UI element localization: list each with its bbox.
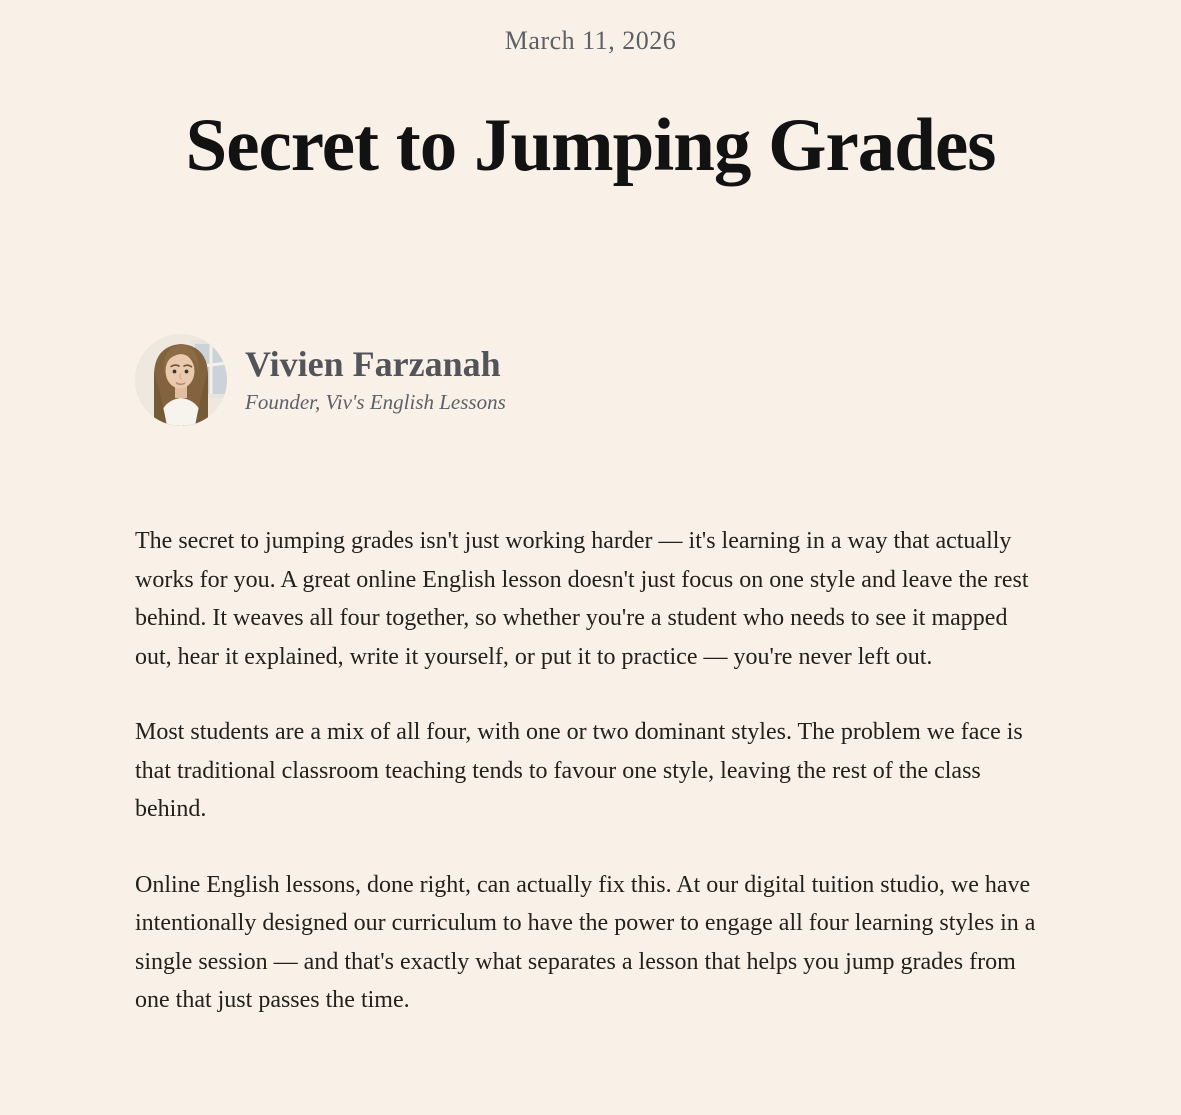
article-paragraph: Online English lessons, done right, can actually fix this. At our digital tuition studio, we have intentionally designed our curriculum to have the power to engage all four learning styles in a single session — and that's exactly what separates a lesson that helps you jump grades from one that just passes the time. [135, 871, 1036, 1013]
article-body [135, 522, 1046, 1020]
article-paragraph: Most students are a mix of all four, with one or two dominant styles. The problem we face is that traditional classroom teaching tends to favour one style, leaving the rest of the class behind. [135, 719, 1023, 822]
portrait-photo-icon [135, 334, 227, 426]
author-avatar [135, 334, 227, 426]
article-page [135, 0, 1046, 1020]
author-role: Founder, Viv's English Lessons [245, 389, 506, 414]
author-meta [245, 346, 506, 414]
article-paragraph: The secret to jumping grades isn't just working harder — it's learning in a way that actually works for you. A great online English lesson doesn't just focus on one style and leave the rest behind. It weaves all four together, so whether you're a student who needs to see it mapped out, hear it explained, write it yourself, or put it to practice — you're never left out. [135, 528, 1029, 670]
article-date: March 11, 2026 [504, 26, 677, 55]
author-name: Vivien Farzanah [245, 344, 501, 385]
article-title: Secret to Jumping Grades [185, 104, 996, 187]
author-block [135, 334, 1046, 426]
